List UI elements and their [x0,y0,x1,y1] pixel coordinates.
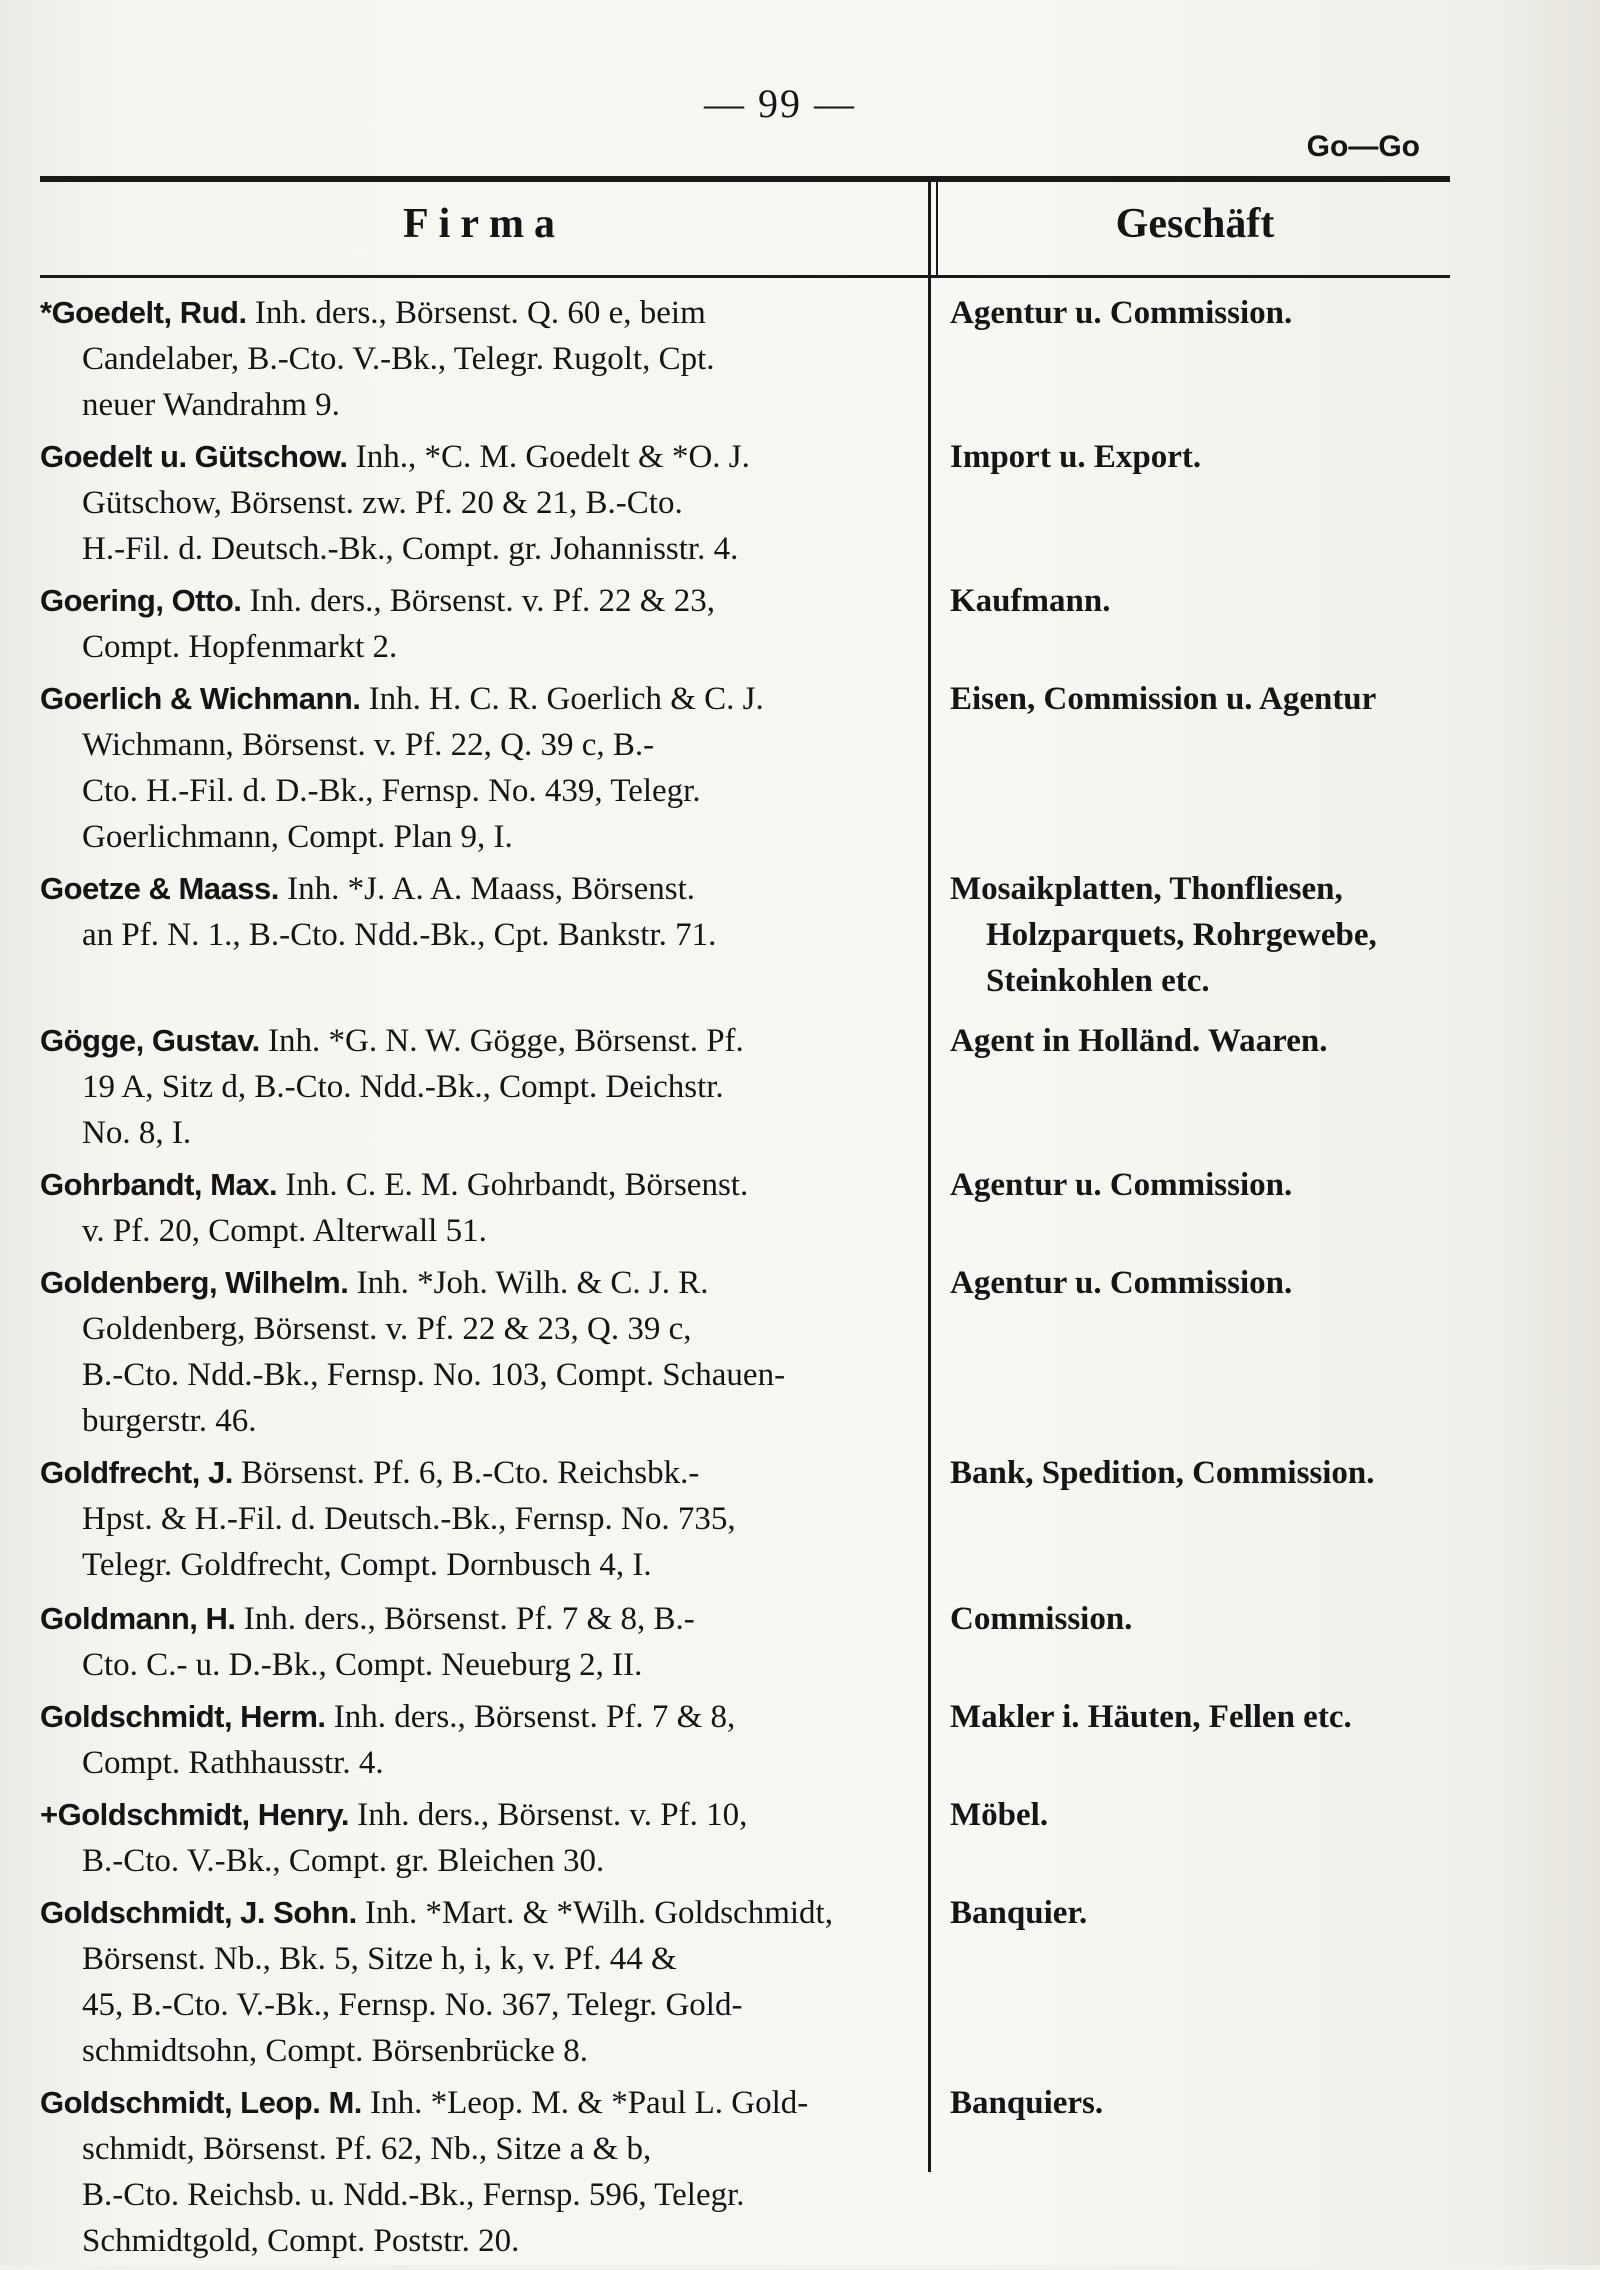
firm-name: +Goldschmidt, Henry. [40,1797,349,1832]
geschaeft-cell [920,290,1460,428]
top-rule [40,176,1450,182]
firma-cell [40,1018,920,1156]
business-description: Holzparquets, Rohrgewebe, [986,917,1377,953]
firma-cell [40,1260,920,1444]
business-description: Agentur u. Commission. [950,1167,1293,1203]
column-header-geschaeft: Geschäft [1115,201,1275,247]
page-header [40,80,1460,163]
firma-text: B.-Cto. Reichsb. u. Ndd.-Bk., Fernsp. 596, Telegr. [82,2177,745,2213]
firma-text: Inh. ders., Börsenst. v. Pf. 10, [357,1797,748,1833]
firma-text: Inh. *Leop. M. & *Paul L. Gold- [370,2085,809,2121]
firma-first-line [40,1694,900,1740]
firma-text: Inh., *C. M. Goedelt & *O. J. [355,439,750,475]
geschaeft-cell [920,1596,1460,1688]
firma-continuation-line [40,480,900,526]
firm-name: Goedelt u. Gütschow. [40,439,348,474]
firma-text: Inh. *Mart. & *Wilh. Goldschmidt, [365,1895,833,1931]
firma-cell [40,434,920,572]
business-description: Import u. Export. [950,439,1202,475]
firm-name: Goering, Otto. [40,583,242,618]
firma-first-line [40,1450,900,1496]
geschaeft-cell [920,1018,1460,1156]
geschaeft-cell [920,866,1460,1004]
firma-continuation-line [40,526,900,572]
directory-entry [40,1260,1460,1444]
geschaeft-cell [920,676,1460,860]
directory-entry [40,1694,1460,1786]
firma-cell [40,1450,920,1588]
firma-text: schmidt, Börsenst. Pf. 62, Nb., Sitze a & b, [82,2131,652,2167]
firma-text: Inh. *J. A. A. Maass, Börsenst. [287,871,696,907]
firma-text: v. Pf. 20, Compt. Alterwall 51. [82,1213,487,1249]
directory-entry [40,1018,1460,1156]
firma-continuation-line [40,1982,900,2028]
geschaeft-cell [920,1450,1460,1588]
firma-text: Schmidtgold, Compt. Poststr. 20. [82,2223,520,2259]
firma-cell [40,1162,920,1254]
firma-cell [40,290,920,428]
firma-text: burgerstr. 46. [82,1403,257,1439]
firma-first-line [40,1162,900,1208]
firma-continuation-line [40,1936,900,1982]
column-header-firma: Firma [403,201,565,247]
directory-entry [40,578,1460,670]
firma-text: Cto. C.- u. D.-Bk., Compt. Neueburg 2, II. [82,1647,643,1683]
directory-entry [40,1792,1460,1884]
firma-cell [40,1890,920,2074]
geschaeft-cell [920,1162,1460,1254]
geschaeft-cell [920,1890,1460,2074]
firma-continuation-line [40,768,900,814]
firma-continuation-line [40,1208,900,1254]
column-divider-double [936,182,938,278]
page-number: — 99 — [704,81,856,126]
firm-name: Gohrbandt, Max. [40,1167,278,1202]
firma-continuation-line [40,722,900,768]
firma-text: Candelaber, B.-Cto. V.-Bk., Telegr. Rugolt, Cpt. [82,341,715,377]
firma-cell [40,676,920,860]
firma-continuation-line [40,382,900,428]
firma-continuation-line [40,2126,900,2172]
business-description: Bank, Spedition, Commission. [950,1455,1375,1491]
firma-continuation-line [40,624,900,670]
firma-text: Inh. *Joh. Wilh. & C. J. R. [356,1265,709,1301]
firm-name: Goldfrecht, J. [40,1455,233,1490]
directory-entry [40,866,1460,1004]
geschaeft-cell [920,434,1460,572]
geschaeft-cell [920,1260,1460,1444]
geschaeft-cell [920,578,1460,670]
directory-entry [40,1162,1460,1254]
running-head: Go—Go [1306,130,1420,163]
firma-first-line [40,2080,900,2126]
directory-entry [40,676,1460,860]
firma-text: Inh. H. C. R. Goerlich & C. J. [368,681,764,717]
firma-first-line [40,578,900,624]
firma-text: H.-Fil. d. Deutsch.-Bk., Compt. gr. Johannisstr. 4. [82,531,739,567]
firma-text: No. 8, I. [82,1115,192,1151]
business-description: Eisen, Commission u. Agentur [950,681,1377,717]
firma-first-line [40,676,900,722]
firma-cell [40,866,920,1004]
firma-continuation-line [40,2218,900,2264]
firma-cell [40,2080,920,2264]
firma-first-line [40,1018,900,1064]
directory-entry [40,1890,1460,2074]
firma-continuation-line [40,912,900,958]
firma-cell [40,578,920,670]
geschaeft-cell [920,1792,1460,1884]
firma-continuation-line [40,814,900,860]
firma-text: 19 A, Sitz d, B.-Cto. Ndd.-Bk., Compt. Deichstr. [82,1069,724,1105]
firma-cell [40,1596,920,1688]
firma-text: Cto. H.-Fil. d. D.-Bk., Fernsp. No. 439, Telegr. [82,773,701,809]
firm-name: Goldenberg, Wilhelm. [40,1265,349,1300]
firm-name: *Goedelt, Rud. [40,295,247,330]
directory-entry [40,290,1460,428]
firma-text: Compt. Rathhausstr. 4. [82,1745,384,1781]
business-description: Agentur u. Commission. [950,1265,1293,1301]
firm-name: Goetze & Maass. [40,871,279,906]
firma-continuation-line [40,1064,900,1110]
firma-text: schmidtsohn, Compt. Börsenbrücke 8. [82,2033,588,2069]
firma-first-line [40,434,900,480]
firma-continuation-line [40,2172,900,2218]
directory-entry [40,1596,1460,1688]
directory-entry [40,434,1460,572]
geschaeft-cell [920,1694,1460,1786]
firma-continuation-line [40,1838,900,1884]
firma-text: B.-Cto. V.-Bk., Compt. gr. Bleichen 30. [82,1843,605,1879]
business-description: Commission. [950,1601,1133,1637]
firm-name: Goldmann, H. [40,1601,236,1636]
firm-name: Goldschmidt, Leop. M. [40,2085,362,2120]
firma-text: Inh. ders., Börsenst. Pf. 7 & 8, [333,1699,736,1735]
firma-text: Goerlichmann, Compt. Plan 9, I. [82,819,513,855]
business-description: Banquier. [950,1895,1088,1931]
firma-continuation-line [40,1542,900,1588]
firm-name: Goldschmidt, Herm. [40,1699,326,1734]
firm-name: Goerlich & Wichmann. [40,681,361,716]
firma-text: Inh. ders., Börsenst. v. Pf. 22 & 23, [249,583,715,619]
firma-first-line [40,1596,900,1642]
firma-text: Gütschow, Börsenst. zw. Pf. 20 & 21, B.-Cto. [82,485,683,521]
firma-text: Goldenberg, Börsenst. v. Pf. 22 & 23, Q. 39 c, [82,1311,692,1347]
business-description: Steinkohlen etc. [986,963,1210,999]
firm-name: Goldschmidt, J. Sohn. [40,1895,357,1930]
geschaeft-cell [920,2080,1460,2264]
business-description: Makler i. Häuten, Fellen etc. [950,1699,1352,1735]
entry-list [40,290,1460,2270]
directory-entry [40,2080,1460,2264]
firma-text: Hpst. & H.-Fil. d. Deutsch.-Bk., Fernsp. No. 735, [82,1501,736,1537]
firma-first-line [40,1260,900,1306]
firma-continuation-line [40,1110,900,1156]
business-description: Mosaikplatten, Thonfliesen, [950,871,1343,907]
firma-continuation-line [40,1352,900,1398]
firma-continuation-line [40,1398,900,1444]
firma-text: Compt. Hopfenmarkt 2. [82,629,398,665]
firma-cell [40,1792,920,1884]
firma-text: Inh. ders., Börsenst. Q. 60 e, beim [254,295,706,331]
firma-text: an Pf. N. 1., B.-Cto. Ndd.-Bk., Cpt. Bankstr. 71. [82,917,717,953]
business-description: Banquiers. [950,2085,1104,2121]
firma-first-line [40,290,900,336]
firma-text: Börsenst. Nb., Bk. 5, Sitze h, i, k, v. Pf. 44 & [82,1941,677,1977]
firm-name: Gögge, Gustav. [40,1023,260,1058]
firma-text: neuer Wandrahm 9. [82,387,340,423]
firma-text: Börsenst. Pf. 6, B.-Cto. Reichsbk.- [241,1455,700,1491]
firma-text: Wichmann, Börsenst. v. Pf. 22, Q. 39 c, B.- [82,727,655,763]
firma-first-line [40,1792,900,1838]
firma-text: Inh. C. E. M. Gohrbandt, Börsenst. [285,1167,749,1203]
header-rule [40,275,1450,278]
business-description: Möbel. [950,1797,1049,1833]
firma-continuation-line [40,2028,900,2074]
firma-text: 45, B.-Cto. V.-Bk., Fernsp. No. 367, Telegr. Gold- [82,1987,743,2023]
firma-cell [40,1694,920,1786]
firma-text: Telegr. Goldfrecht, Compt. Dornbusch 4, I. [82,1547,652,1583]
firma-first-line [40,866,900,912]
business-description: Agent in Holländ. Waaren. [950,1023,1328,1059]
firma-text: Inh. *G. N. W. Gögge, Börsenst. Pf. [268,1023,744,1059]
business-description: Agentur u. Commission. [950,295,1293,331]
business-description: Kaufmann. [950,583,1111,619]
firma-continuation-line [40,1740,900,1786]
firma-text: B.-Cto. Ndd.-Bk., Fernsp. No. 103, Compt. Schauen- [82,1357,786,1393]
firma-continuation-line [40,1496,900,1542]
directory-entry [40,1450,1460,1588]
firma-continuation-line [40,1642,900,1688]
firma-continuation-line [40,336,900,382]
firma-text: Inh. ders., Börsenst. Pf. 7 & 8, B.- [243,1601,695,1637]
firma-continuation-line [40,1306,900,1352]
firma-first-line [40,1890,900,1936]
